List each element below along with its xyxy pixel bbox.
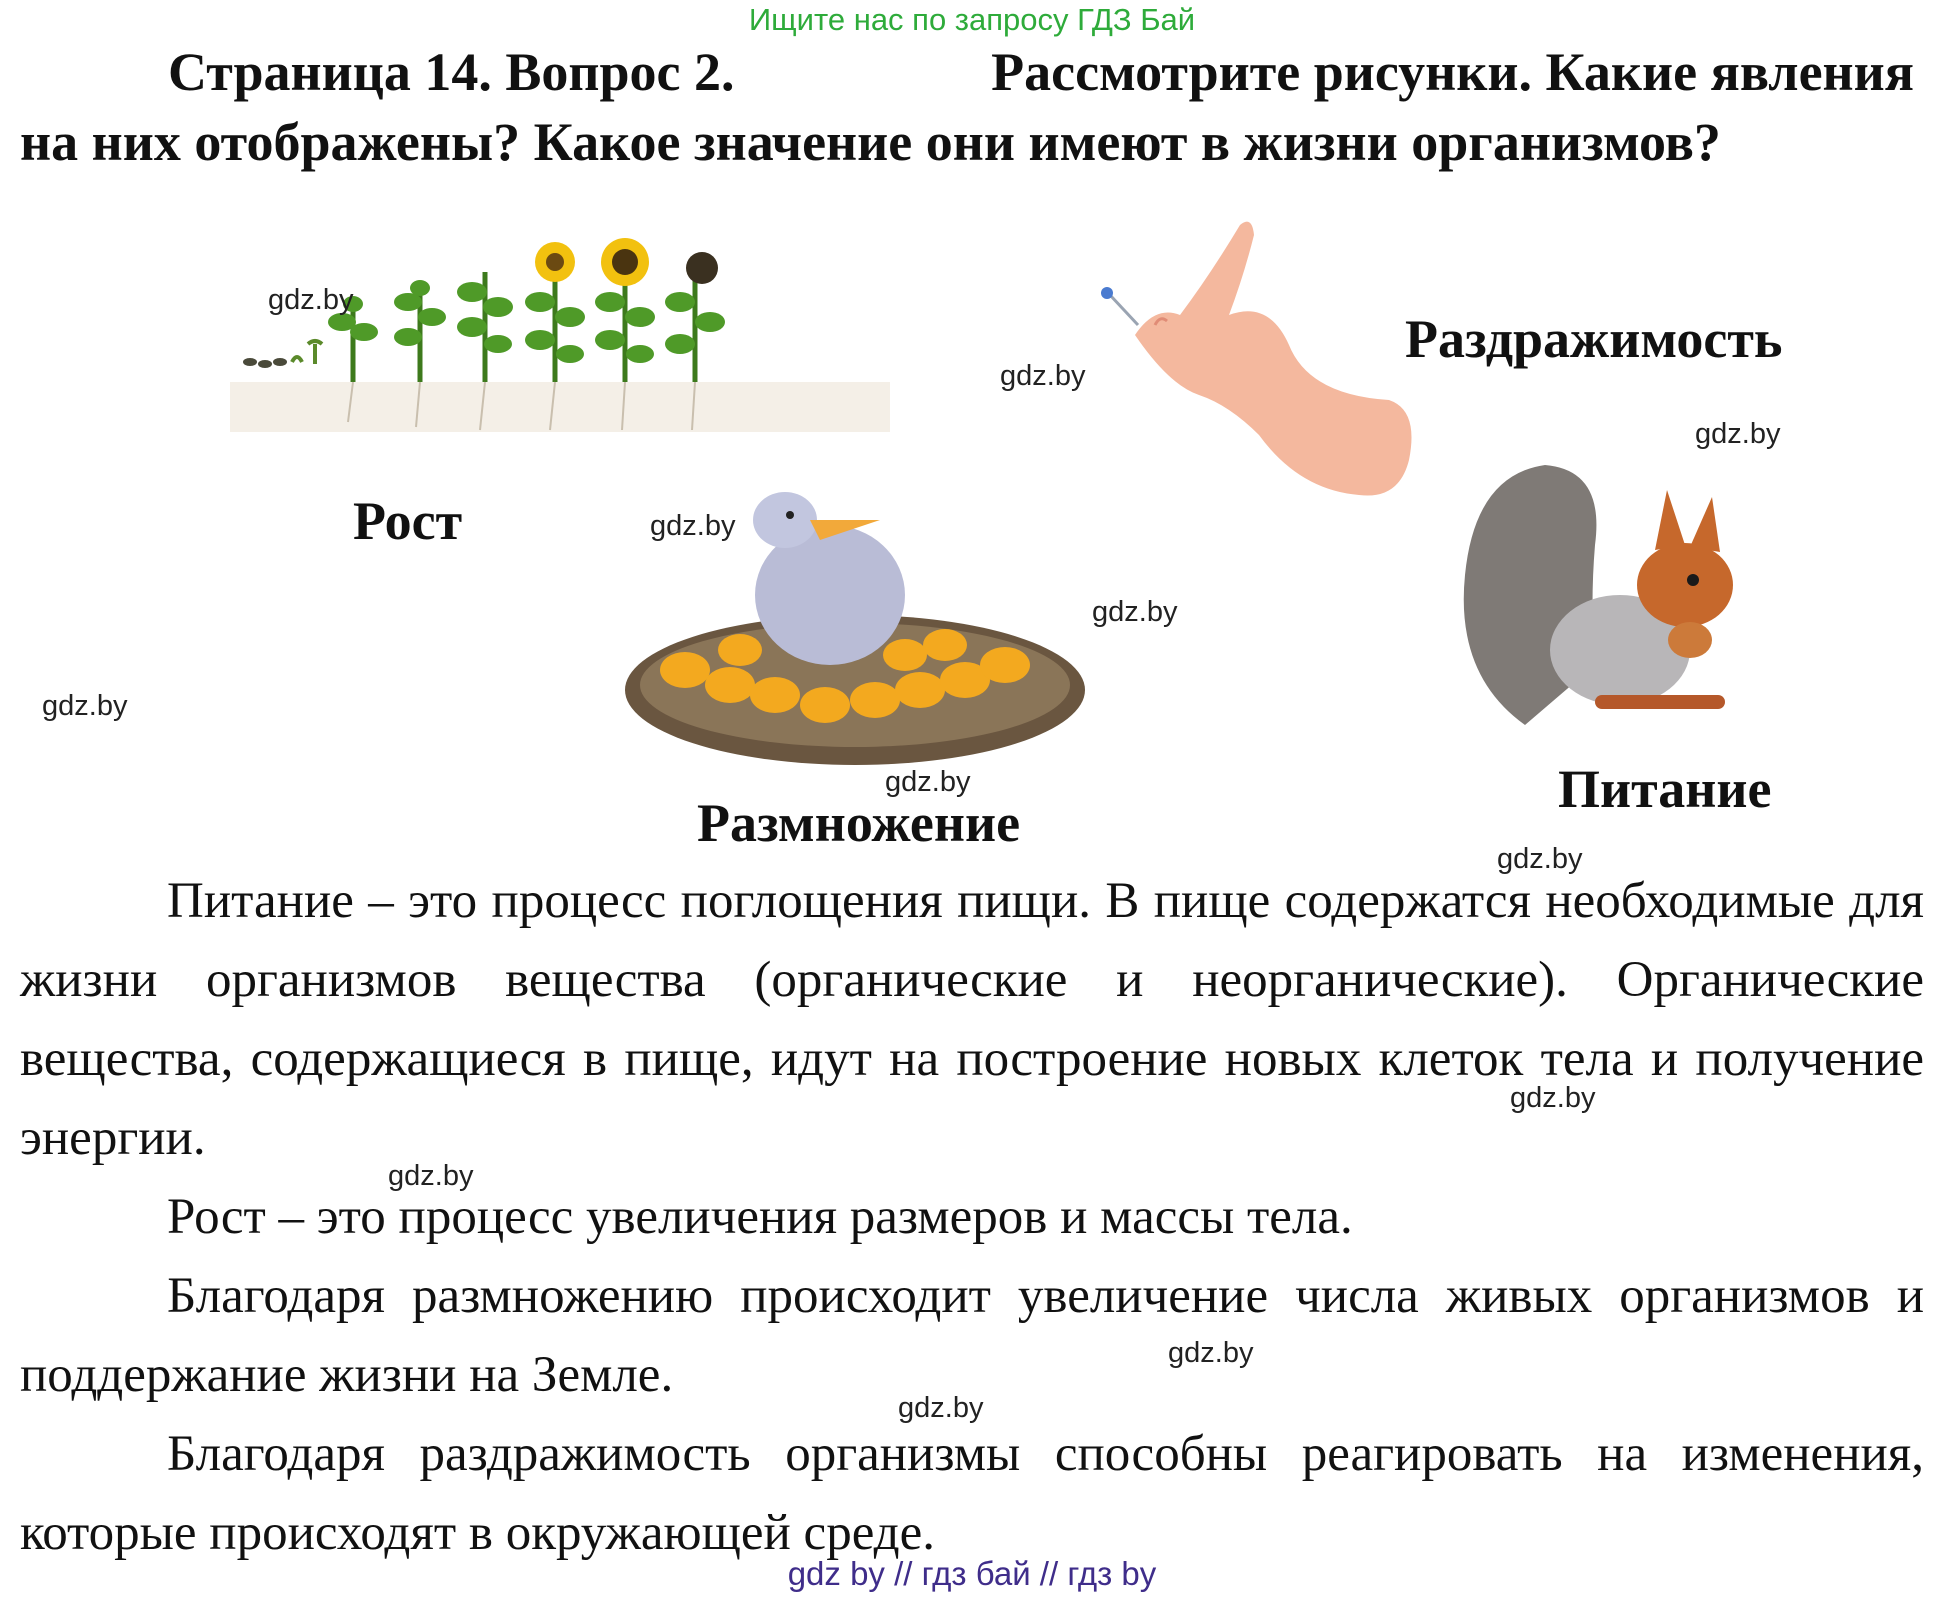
answer-reproduction-paragraph: Благодаря размножению происходит увеличение числа живых организмов и поддержание жизни на Земле.: [20, 1268, 1924, 1403]
watermark: gdz.by: [1497, 843, 1583, 875]
search-hint-link[interactable]: Ищите нас по запросу ГДЗ Бай: [748, 2, 1196, 37]
reproduction-caption: Размножение: [697, 793, 1021, 853]
watermark: gdz.by: [268, 284, 354, 316]
sunflower-growth-illustration: [230, 232, 890, 432]
watermark: gdz.by: [885, 766, 971, 798]
question-text-part2: на них отображены? Какое значение они имеют в жизни организмов?: [20, 112, 1721, 172]
growth-caption: Рост: [353, 491, 463, 551]
squirrel-illustration: [1455, 455, 1765, 730]
answer-irritability-paragraph: Благодаря раздражимость организмы способны реагировать на изменения, которые происходят в окружающей среде.: [20, 1426, 1924, 1561]
hand-pin-illustration: [1095, 215, 1435, 510]
watermark: gdz.by: [898, 1392, 984, 1424]
answer-nutrition-paragraph: Питание – это процесс поглощения пищи. В пище содержатся необходимые для жизни организмов вещества (органические и неорганические). Органические вещества, содержащиеся в пище, идут на построение новых клеток тела и получение энергии.: [20, 873, 1924, 1166]
answer-body: [0, 862, 1944, 1573]
watermark: gdz.by: [1695, 418, 1781, 450]
nutrition-caption: Питание: [1558, 759, 1772, 819]
watermark: gdz.by: [42, 690, 128, 722]
watermark: gdz.by: [388, 1160, 474, 1192]
question-text-part1: Рассмотрите рисунки. Какие явления: [991, 42, 1914, 102]
answer-growth-paragraph: Рост – это процесс увеличения размеров и массы тела.: [167, 1189, 1353, 1245]
watermark: gdz.by: [1000, 360, 1086, 392]
watermark: gdz.by: [1510, 1082, 1596, 1114]
irritability-caption: Раздражимость: [1405, 309, 1783, 369]
footer-links[interactable]: gdz by // гдз бай // гдз by: [787, 1555, 1157, 1592]
watermark: gdz.by: [1092, 596, 1178, 628]
question-number: Страница 14. Вопрос 2.: [168, 42, 735, 102]
watermark: gdz.by: [650, 510, 736, 542]
watermark: gdz.by: [1168, 1337, 1254, 1369]
